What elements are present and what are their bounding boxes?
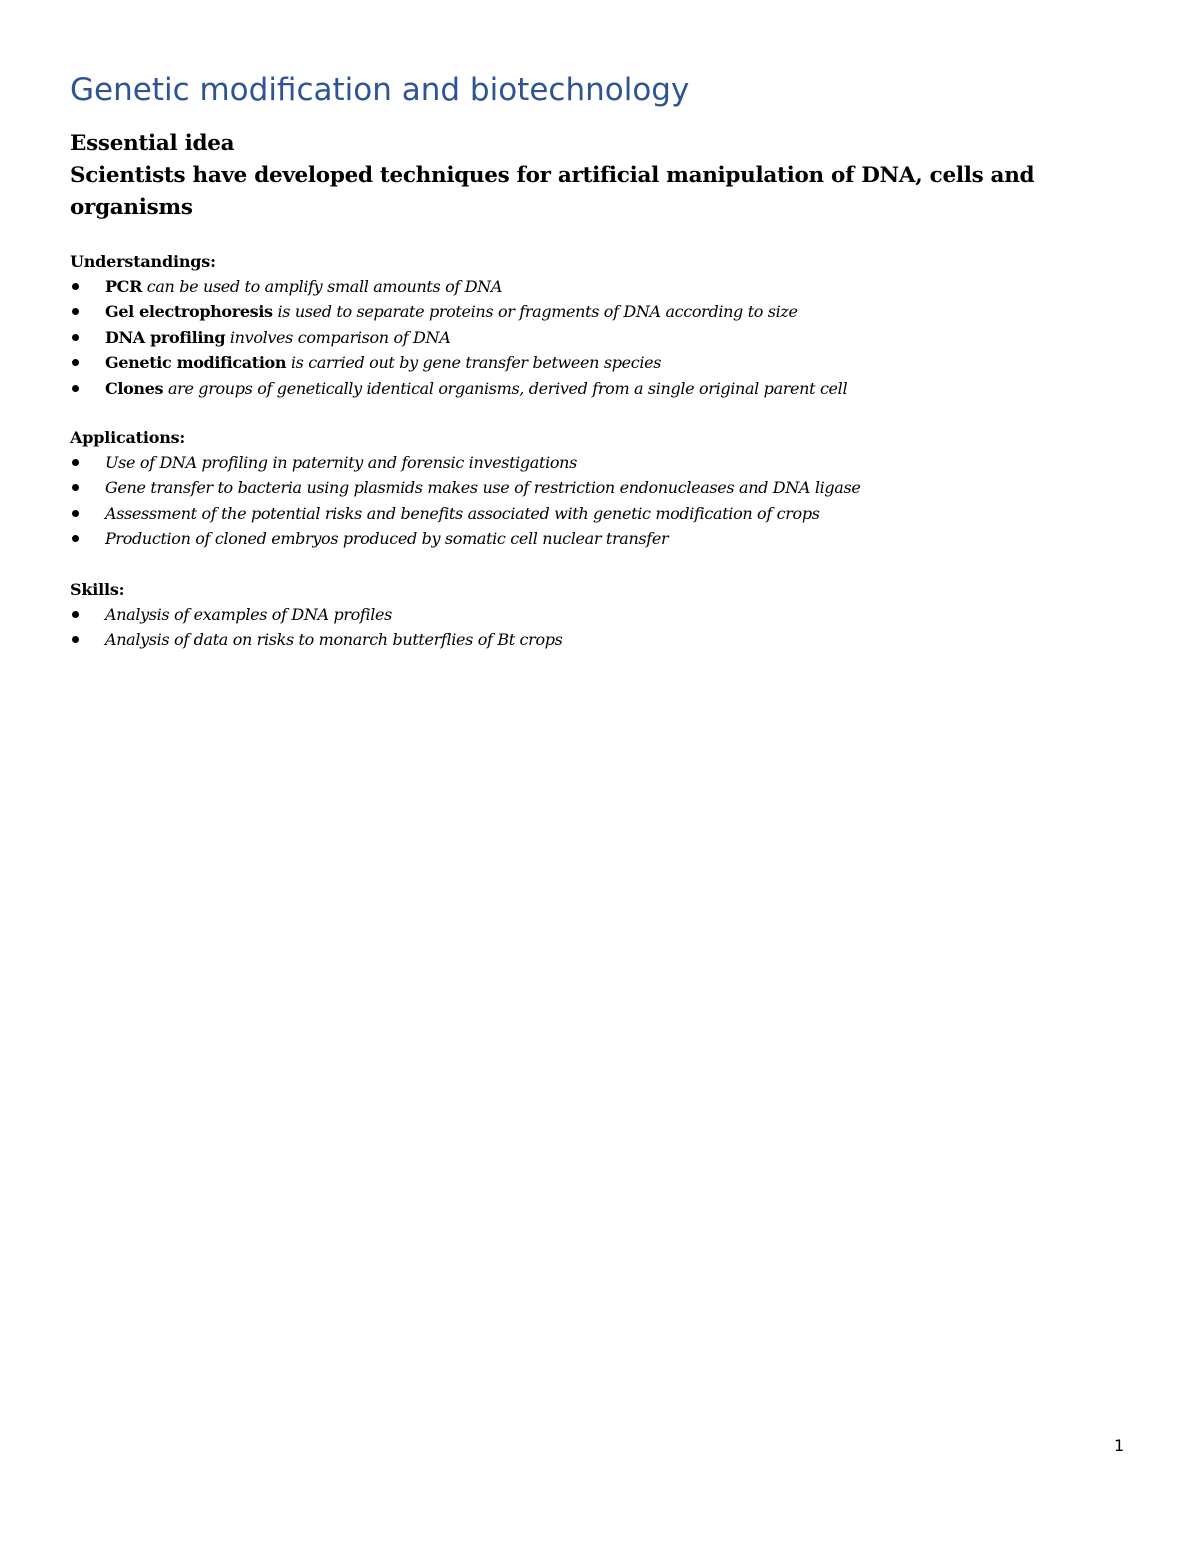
list-item bbox=[70, 299, 1130, 324]
item-text: Analysis of examples of DNA profiles bbox=[105, 605, 393, 624]
bullet-icon bbox=[72, 636, 79, 643]
essential-idea-line-2: organisms bbox=[70, 195, 193, 220]
bullet-icon bbox=[72, 611, 79, 618]
essential-idea-line-1: Scientists have developed techniques for artificial manipulation of DNA, cells and bbox=[70, 163, 1035, 188]
essential-idea bbox=[70, 128, 1130, 224]
item-text: Use of DNA profiling in paternity and forensic investigations bbox=[105, 453, 577, 472]
applications-section bbox=[70, 425, 1130, 552]
bullet-icon bbox=[72, 385, 79, 392]
skills-list bbox=[70, 602, 1130, 653]
bullet-icon bbox=[72, 459, 79, 466]
bullet-icon bbox=[72, 283, 79, 290]
list-item bbox=[70, 274, 1130, 299]
item-text: Assessment of the potential risks and benefits associated with genetic modification of crops bbox=[105, 503, 820, 523]
understandings-list bbox=[70, 274, 1130, 401]
item-term: DNA profiling bbox=[105, 327, 226, 347]
item-text: is used to separate proteins or fragments of DNA according to size bbox=[272, 302, 798, 322]
list-item bbox=[70, 526, 1130, 551]
item-text: is carried out by gene transfer between species bbox=[286, 353, 662, 373]
bullet-icon bbox=[72, 359, 79, 366]
skills-section bbox=[70, 577, 1130, 653]
item-term: PCR bbox=[105, 277, 143, 296]
item-text: Gene transfer to bacteria using plasmids makes use of restriction endonucleases and DNA ligase bbox=[105, 478, 861, 498]
bullet-icon bbox=[72, 334, 79, 341]
list-item bbox=[70, 376, 1130, 401]
item-text: involves comparison of DNA bbox=[225, 327, 451, 347]
list-item bbox=[70, 350, 1130, 375]
item-text: are groups of genetically identical organisms, derived from a single original parent cell bbox=[163, 378, 848, 398]
bullet-icon bbox=[72, 308, 79, 315]
bullet-icon bbox=[72, 510, 79, 517]
bullet-icon bbox=[72, 535, 79, 542]
item-text: Analysis of data on risks to monarch butterflies of Bt crops bbox=[105, 630, 563, 650]
list-item bbox=[70, 325, 1130, 350]
item-term: Clones bbox=[105, 378, 164, 398]
skills-heading: Skills: bbox=[70, 580, 125, 599]
item-term: Gel electrophoresis bbox=[105, 302, 273, 322]
item-term: Genetic modification bbox=[105, 353, 287, 373]
item-text: can be used to amplify small amounts of DNA bbox=[142, 277, 503, 296]
page-title: Genetic modification and biotechnology bbox=[70, 72, 690, 108]
list-item bbox=[70, 602, 1130, 627]
item-text: Production of cloned embryos produced by somatic cell nuclear transfer bbox=[105, 529, 669, 549]
list-item bbox=[70, 475, 1130, 500]
list-item bbox=[70, 627, 1130, 652]
applications-list bbox=[70, 450, 1130, 552]
understandings-section bbox=[70, 249, 1130, 401]
page-number: 1 bbox=[1114, 1436, 1125, 1455]
list-item bbox=[70, 450, 1130, 475]
applications-heading: Applications: bbox=[70, 428, 186, 447]
list-item bbox=[70, 501, 1130, 526]
understandings-heading: Understandings: bbox=[70, 252, 216, 271]
bullet-icon bbox=[72, 484, 79, 491]
essential-idea-label: Essential idea bbox=[70, 131, 235, 156]
